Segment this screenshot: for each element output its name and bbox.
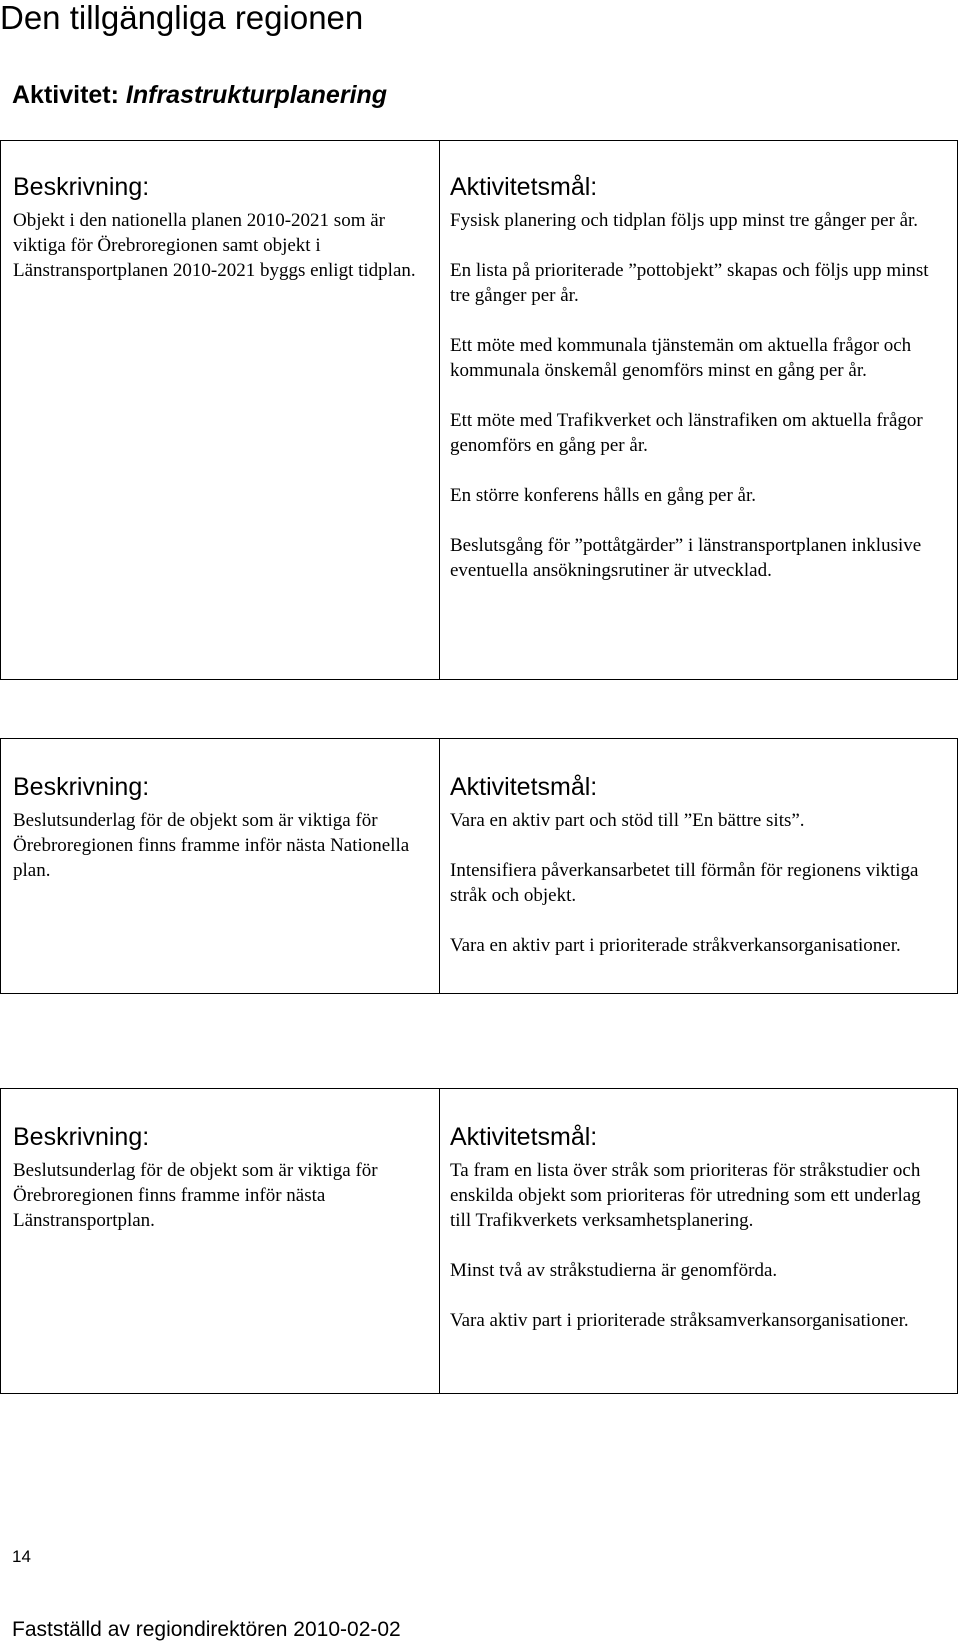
page-number: 14: [12, 1547, 31, 1566]
goals-cell: [440, 141, 958, 680]
goal-item: Ett möte med Trafikverket och länstrafiken om aktuella frågor genomförs en gång per år.: [450, 410, 923, 456]
goals-cell: [440, 739, 958, 994]
activity-box-2: [0, 738, 958, 994]
description-text: Objekt i den nationella planen 2010-2021 som är viktiga för Örebroregionen samt objekt i Länstransportplanen 2010-2021 byggs enligt tidplan.: [13, 210, 416, 281]
description-heading: Beskrivning:: [13, 173, 150, 201]
goals-heading: Aktivitetsmål:: [450, 773, 598, 801]
goal-item: Vara en aktiv part i prioriterade stråkverkansorganisationer.: [450, 935, 901, 956]
goal-item: En lista på prioriterade ”pottobjekt” skapas och följs upp minst tre gånger per år.: [450, 260, 929, 306]
goals-cell: [440, 1089, 958, 1394]
description-text: Beslutsunderlag för de objekt som är viktiga för Örebroregionen finns framme inför nästa Nationella plan.: [13, 810, 410, 881]
goals-heading: Aktivitetsmål:: [450, 173, 598, 201]
activity-box-1: [0, 140, 958, 680]
activity-title: [12, 80, 387, 110]
description-cell: [1, 141, 440, 680]
description-heading: Beskrivning:: [13, 773, 150, 801]
goal-item: Ett möte med kommunala tjänstemän om aktuella frågor och kommunala önskemål genomförs minst en gång per år.: [450, 335, 912, 381]
goal-item: Beslutsgång för ”pottåtgärder” i länstransportplanen inklusive eventuella ansökningsrutiner är utvecklad.: [450, 535, 922, 581]
activity-name: Infrastrukturplanering: [125, 81, 388, 109]
goal-item: Vara en aktiv part och stöd till ”En bättre sits”.: [450, 810, 805, 831]
description-cell: [1, 739, 440, 994]
page-title: Den tillgängliga regionen: [0, 0, 364, 36]
goal-item: Fysisk planering och tidplan följs upp minst tre gånger per år.: [450, 210, 919, 231]
footer-text: Fastställd av regiondirektören 2010-02-02: [12, 1618, 401, 1641]
goal-item: Minst två av stråkstudierna är genomförda.: [450, 1260, 778, 1281]
goal-item: Intensifiera påverkansarbetet till förmån för regionens viktiga stråk och objekt.: [450, 860, 919, 906]
goal-item: Ta fram en lista över stråk som prioriteras för stråkstudier och enskilda objekt som prioriteras för utredning som ett underlag till Trafikverkets verksamhetsplanering.: [450, 1160, 921, 1231]
activity-prefix: Aktivitet:: [12, 81, 126, 109]
description-heading: Beskrivning:: [13, 1123, 150, 1151]
description-text: Beslutsunderlag för de objekt som är viktiga för Örebroregionen finns framme inför nästa Länstransportplan.: [13, 1160, 378, 1231]
goal-item: En större konferens hålls en gång per år.: [450, 485, 757, 506]
goal-item: Vara aktiv part i prioriterade stråksamverkansorganisationer.: [450, 1310, 909, 1331]
goals-heading: Aktivitetsmål:: [450, 1123, 598, 1151]
description-cell: [1, 1089, 440, 1394]
activity-box-3: [0, 1088, 958, 1394]
